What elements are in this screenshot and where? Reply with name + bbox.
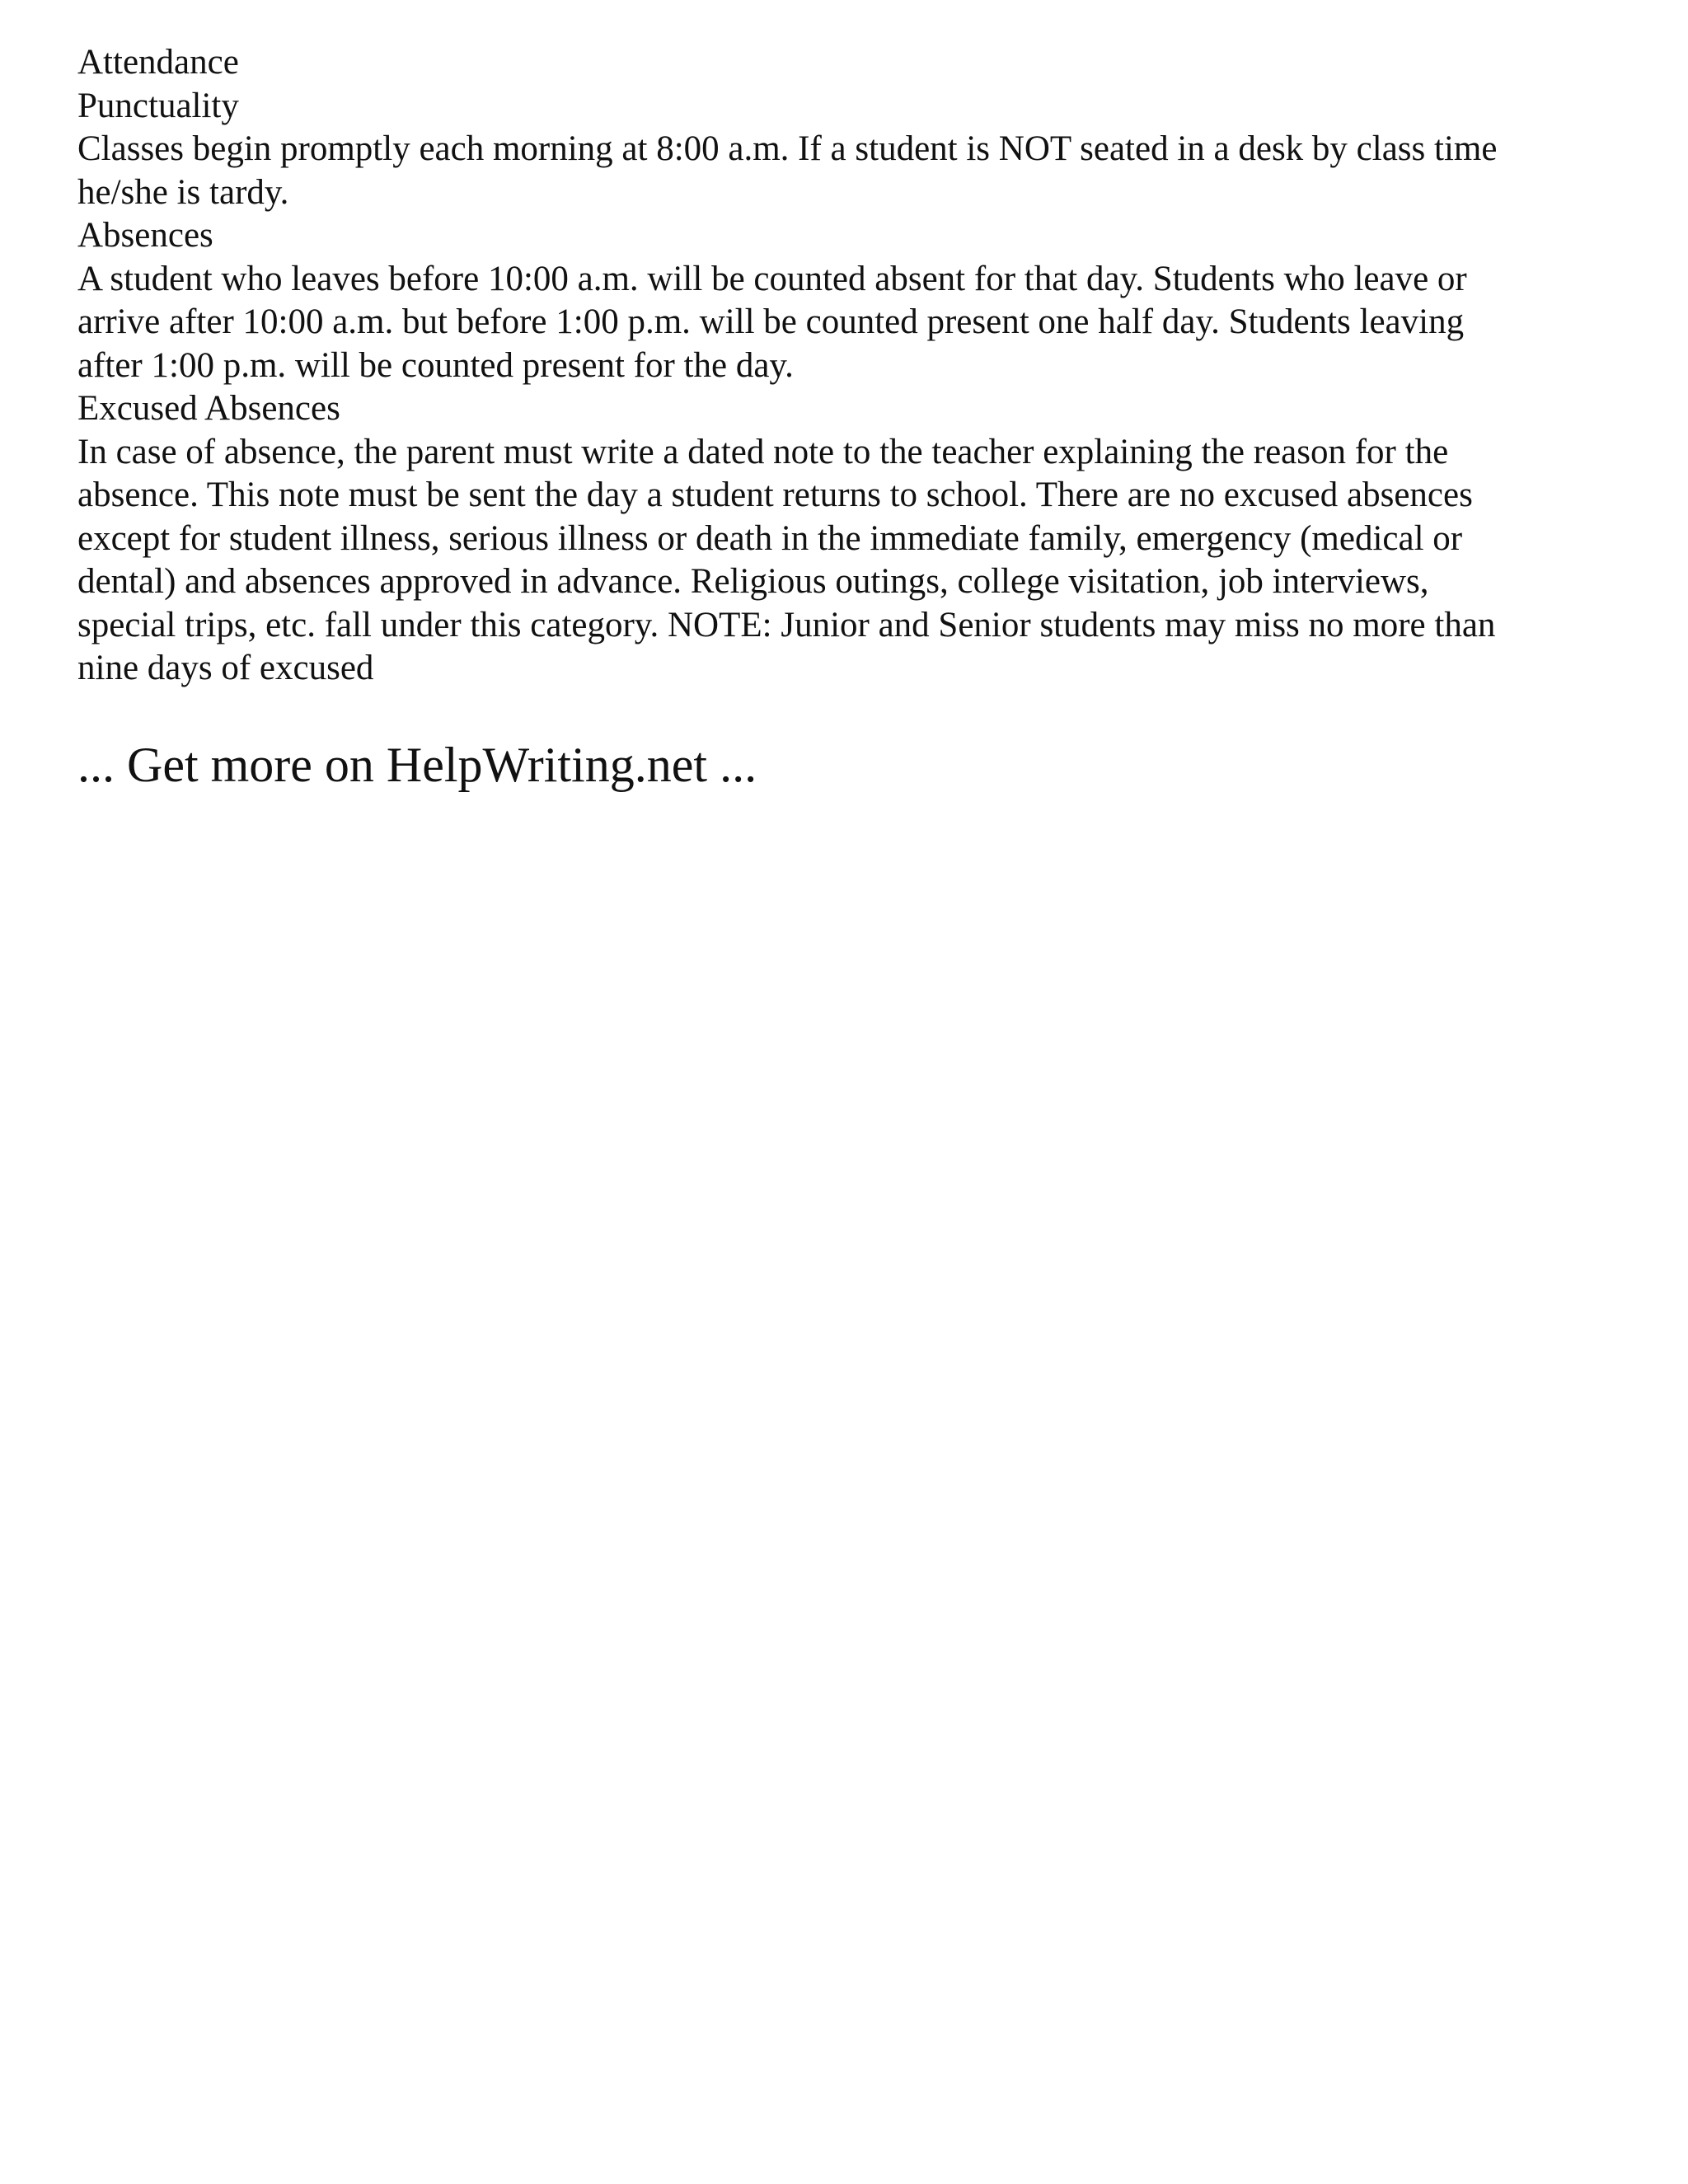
heading-absences: Absences [77, 216, 213, 255]
text-line: except for student illness, serious illness or death in the immediate family, emergency (medical or [77, 518, 1463, 558]
text-line: absence. This note must be sent the day a student returns to school. There are no excused absences [77, 476, 1473, 514]
text-line: nine days of excused [77, 649, 374, 687]
document-body [77, 41, 1627, 691]
text-line: In case of absence, the parent must write a dated note to the teacher explaining the reason for the [77, 432, 1449, 471]
text-line: arrive after 10:00 a.m. but before 1:00 p.m. will be counted present one half day. Students leaving [77, 302, 1465, 341]
text-line: dental) and absences approved in advance. Religious outings, college visitation, job interviews, [77, 562, 1429, 601]
text-line: after 1:00 p.m. will be counted present for the day. [77, 345, 794, 385]
text-line: he/she is tardy. [77, 172, 289, 212]
heading-excused-absences: Excused Absences [77, 389, 340, 428]
heading-punctuality: Punctuality [77, 86, 239, 125]
document-page [77, 41, 1627, 794]
text-line: Classes begin promptly each morning at 8:00 a.m. If a student is NOT seated in a desk by class time [77, 129, 1498, 168]
heading-attendance: Attendance [77, 43, 239, 82]
promo-text: ... Get more on HelpWriting.net ... [77, 737, 757, 792]
text-line: special trips, etc. fall under this category. NOTE: Junior and Senior students may miss no more than [77, 605, 1496, 644]
text-line: A student who leaves before 10:00 a.m. will be counted absent for that day. Students who leave or [77, 259, 1467, 298]
